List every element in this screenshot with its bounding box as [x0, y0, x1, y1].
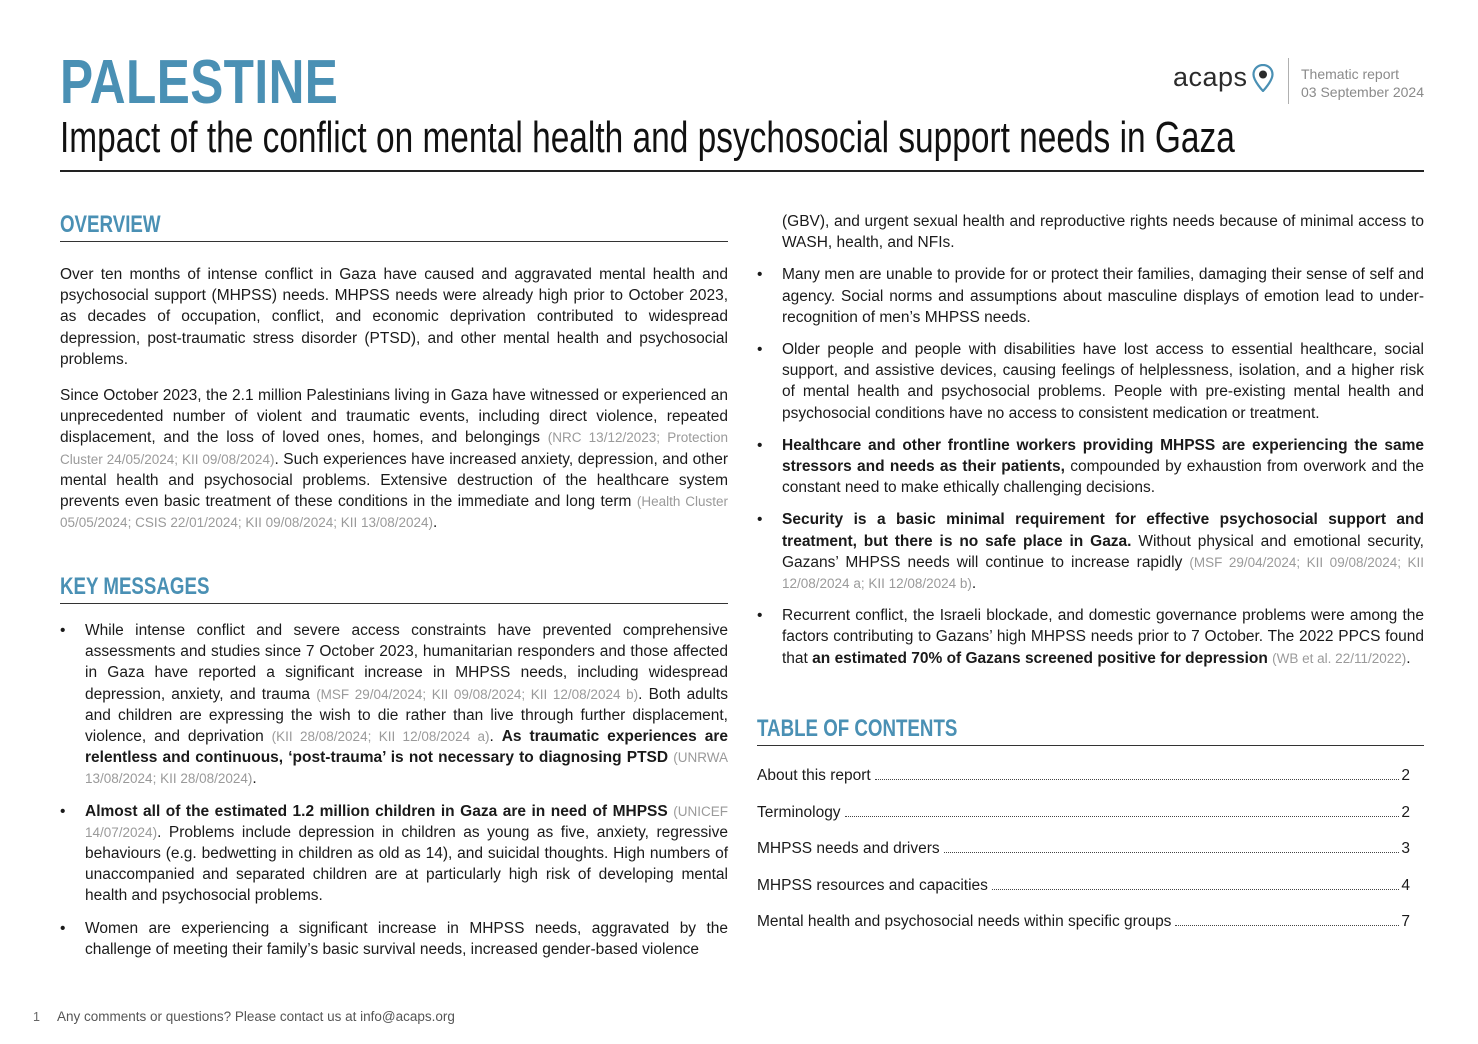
list-item [60, 801, 728, 907]
text-span: . [489, 728, 502, 746]
location-pin-icon [1252, 64, 1274, 92]
overview-body [60, 264, 728, 548]
text-span: . [971, 575, 977, 593]
text-span: Older people and people with disabilities have lost access to essential healthcare, social support, and assistive devices, causing feelings of helplessness, isolation, and a higher risk of mental health and psychosocial problems. People with pre-existing mental health and psychosocial conditions have no access to consistent medication or treatment. [782, 341, 1424, 422]
toc-label[interactable]: Mental health and psychosocial needs within specific groups [757, 913, 1172, 930]
text-span: . Such experiences have increased anxiety, depression, and other mental health and psychosocial problems. Extensive destruction of the healthcare system prevents even basic treatment of these conditions in the immediate and long term [60, 450, 728, 511]
text-span: Women are experiencing a significant increase in MHPSS needs, aggravated by the challenge of meeting their family’s basic survival needs, increased gender-based violence [85, 919, 728, 958]
toc-leader [944, 852, 1400, 853]
text-span: . Problems include depression in children as young as five, anxiety, regressive behaviours (e.g. bedwetting in children as old as 14), and suicidal thoughts. High numbers of unaccompanied and separated children are at particularly high risk of developing mental health and psychosocial problems. [85, 823, 728, 905]
bold-text: an estimated 70% of Gazans screened positive for depression [812, 649, 1268, 667]
page-number: 1 [33, 1010, 40, 1024]
text-span: Recurrent conflict, the Israeli blockade, and domestic governance problems were among the factors contributing to Gazans’ high MHPSS needs prior to 7 October. The 2022 PPCS found that [782, 607, 1424, 667]
citation: (NRC 13/12/2023; Protection Cluster 24/05/2024; KII 09/08/2024) [60, 430, 728, 467]
text-span: (GBV), and urgent sexual health and reproductive rights needs because of minimal access to WASH, health, and NFIs. [782, 213, 1424, 252]
logo-text: acaps [1173, 62, 1248, 92]
citation: (KII 28/08/2024; KII 12/08/2024 a) [271, 729, 490, 745]
page-title: Impact of the conflict on mental health and psychosocial support needs in Gaza [60, 113, 1235, 162]
text-span: . Both adults and children are expressing the wish to die rather than live through further displacement, violence, and deprivation [85, 685, 728, 746]
overview-rule [60, 241, 728, 242]
table-of-contents [757, 767, 1410, 950]
list-item-continued [757, 211, 1424, 253]
citation: (Health Cluster 05/05/2024; CSIS 22/01/2024; KII 09/08/2024; KII 13/08/2024) [60, 494, 729, 531]
toc-label[interactable]: MHPSS resources and capacities [757, 876, 988, 894]
text-span: Since October 2023, the 2.1 million Palestinians living in Gaza have witnessed or experienced an unprecedented number of violent and traumatic events, including direct violence, repeated displacement, and the loss of loved ones, homes, and belongings [60, 387, 728, 447]
toc-item-terminology[interactable] [757, 804, 1410, 825]
list-item [60, 918, 728, 960]
citation: (UNICEF 14/07/2024) [85, 803, 728, 840]
citation: (MSF 29/04/2024; KII 09/08/2024; KII 12/08/2024 b) [316, 686, 639, 702]
citation: (MSF 29/04/2024; KII 09/08/2024; KII 12/08/2024 a; KII 12/08/2024 b) [782, 554, 1425, 592]
text-span: . [1406, 649, 1411, 667]
country-heading: PALESTINE [60, 48, 339, 117]
text-span: Without physical and emotional security, Gazans’ MHPSS needs will continue to increase rapidly [782, 532, 1424, 571]
key-messages-left [60, 620, 728, 971]
key-messages-right [757, 211, 1424, 680]
list-item [60, 620, 728, 790]
toc-page-number[interactable]: 2 [1401, 767, 1410, 784]
overview-paragraph-2 [60, 385, 728, 533]
toc-label[interactable]: MHPSS needs and drivers [757, 840, 940, 857]
key-messages-rule [60, 603, 728, 604]
toc-leader [875, 779, 1400, 780]
text-span: Many men are unable to provide for or protect their families, damaging their sense of self and agency. Social norms and assumptions about masculine displays of emotion lead to under-recognition of men’s MHPSS needs. [782, 266, 1424, 326]
toc-leader [1175, 925, 1399, 926]
toc-page-number[interactable]: 4 [1401, 876, 1410, 894]
toc-item-specific-groups[interactable] [757, 913, 1410, 934]
footer-contact: Any comments or questions? Please contact us at info@acaps.org [57, 1009, 455, 1024]
bold-text: Almost all of the estimated 1.2 million children in Gaza are in need of MHPSS [85, 802, 668, 820]
toc-label[interactable]: About this report [757, 767, 871, 784]
toc-leader [845, 816, 1400, 817]
bold-text: As traumatic experiences are relentless and continuous, ‘post-trauma’ is not necessary to diagnosing PTSD [85, 728, 728, 767]
overview-heading: OVERVIEW [60, 211, 161, 238]
citation: (UNRWA 13/08/2024; KII 28/08/2024) [85, 750, 728, 787]
list-item [757, 339, 1424, 424]
toc-item-needs-drivers[interactable] [757, 840, 1410, 861]
bold-text: Security is a basic minimal requirement for effective psychosocial support and treatment, but there is no safe place in Gaza. [782, 511, 1424, 550]
list-item [757, 605, 1424, 669]
toc-rule [757, 745, 1424, 746]
overview-paragraph-1: Over ten months of intense conflict in Gaza have caused and aggravated mental health and psychosocial support (MHPSS) needs. MHPSS needs were already high prior to October 2023, as decades of occupation, conflict, and economic deprivation contributed to widespread depression, post-traumatic stress disorder (PTSD), and other mental health and psychosocial problems. [60, 266, 728, 368]
toc-item-resources[interactable] [757, 877, 1410, 898]
list-item [757, 435, 1424, 499]
acaps-logo [1173, 62, 1274, 93]
text-span: . [252, 770, 257, 788]
list-item [757, 509, 1424, 594]
title-divider [60, 170, 1424, 172]
toc-page-number[interactable]: 7 [1401, 913, 1410, 930]
report-date: 03 September 2024 [1301, 84, 1424, 100]
bold-text: Healthcare and other frontline workers providing MHPSS are experiencing the same stressors and needs as their patients, [782, 436, 1424, 476]
text-span: While intense conflict and severe access constraints have prevented comprehensive assessments and studies since 7 October 2023, humanitarian responders and those affected in Gaza have reported a significant increase in MHPSS needs, including widespread depression, anxiety, and trauma [85, 622, 728, 703]
key-messages-heading: KEY MESSAGES [60, 573, 210, 600]
header-divider [1288, 58, 1289, 104]
toc-page-number[interactable]: 2 [1401, 803, 1410, 821]
citation: (WB et al. 22/11/2022) [1272, 650, 1407, 666]
toc-leader [992, 889, 1399, 890]
toc-label[interactable]: Terminology [757, 803, 841, 821]
toc-heading: TABLE OF CONTENTS [757, 715, 958, 742]
text-span: compounded by exhaustion from overwork and the constant need to make ethically challenging decisions. [782, 458, 1424, 497]
list-item [757, 264, 1424, 328]
report-type: Thematic report [1301, 66, 1400, 82]
toc-page-number[interactable]: 3 [1401, 840, 1410, 857]
text-span: . [433, 514, 438, 532]
toc-item-about[interactable] [757, 767, 1410, 788]
